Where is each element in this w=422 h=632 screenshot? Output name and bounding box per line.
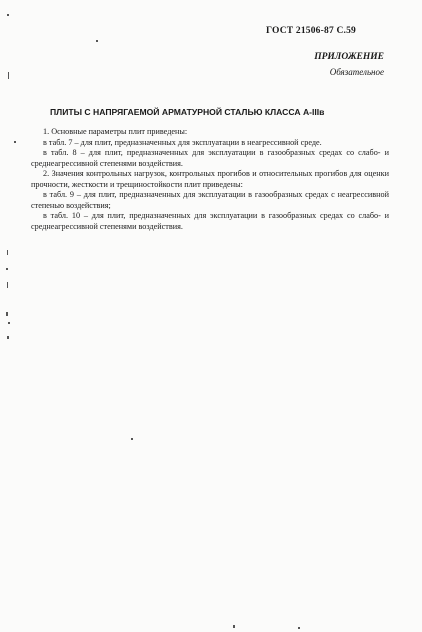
scan-speck [96, 40, 98, 42]
scan-speck [6, 312, 8, 316]
scan-speck [7, 282, 8, 288]
scan-speck [7, 336, 9, 339]
appendix-status: Обязательное [329, 67, 384, 77]
scan-speck [8, 72, 9, 79]
paragraph-table-10: в табл. 10 – для плит, предназначенных для эксплуатации в газообразных средах со слабо- и среднеагрессивной степенями воздействия. [31, 211, 389, 231]
section-title: ПЛИТЫ С НАПРЯГАЕМОЙ АРМАТУРНОЙ СТАЛЬЮ КЛАССА А-IIIв [50, 107, 325, 117]
paragraph-item-1: 1. Основные параметры плит приведены: [43, 127, 188, 136]
paragraph-table-8: в табл. 8 – для плит, предназначенных для эксплуатации в газообразных средах со слабо- и среднеагрессивной степенями воздействия. [31, 148, 389, 168]
standard-reference: ГОСТ 21506-87 С.59 [266, 26, 357, 36]
scan-speck [7, 14, 9, 16]
scan-speck [8, 322, 10, 324]
paragraph-item-2: 2. Значения контрольных нагрузок, контрольных прогибов и относительных прогибов для оценки прочности, жесткости и трещиностойкости плит приведены: [31, 169, 389, 189]
scan-speck [131, 438, 133, 440]
scan-speck [298, 627, 300, 629]
scan-speck [233, 625, 235, 628]
paragraph-table-9: в табл. 9 – для плит, предназначенных для эксплуатации в газообразных средах с неагрессивной степенью воздействия; [31, 190, 389, 210]
scan-speck [6, 268, 8, 270]
scan-speck [7, 250, 8, 255]
body-text [31, 127, 389, 232]
paragraph-table-7: в табл. 7 – для плит, предназначенных для эксплуатации в неагрессивной среде. [43, 137, 322, 147]
appendix-label: ПРИЛОЖЕНИЕ [314, 52, 384, 62]
scan-speck [14, 141, 16, 143]
